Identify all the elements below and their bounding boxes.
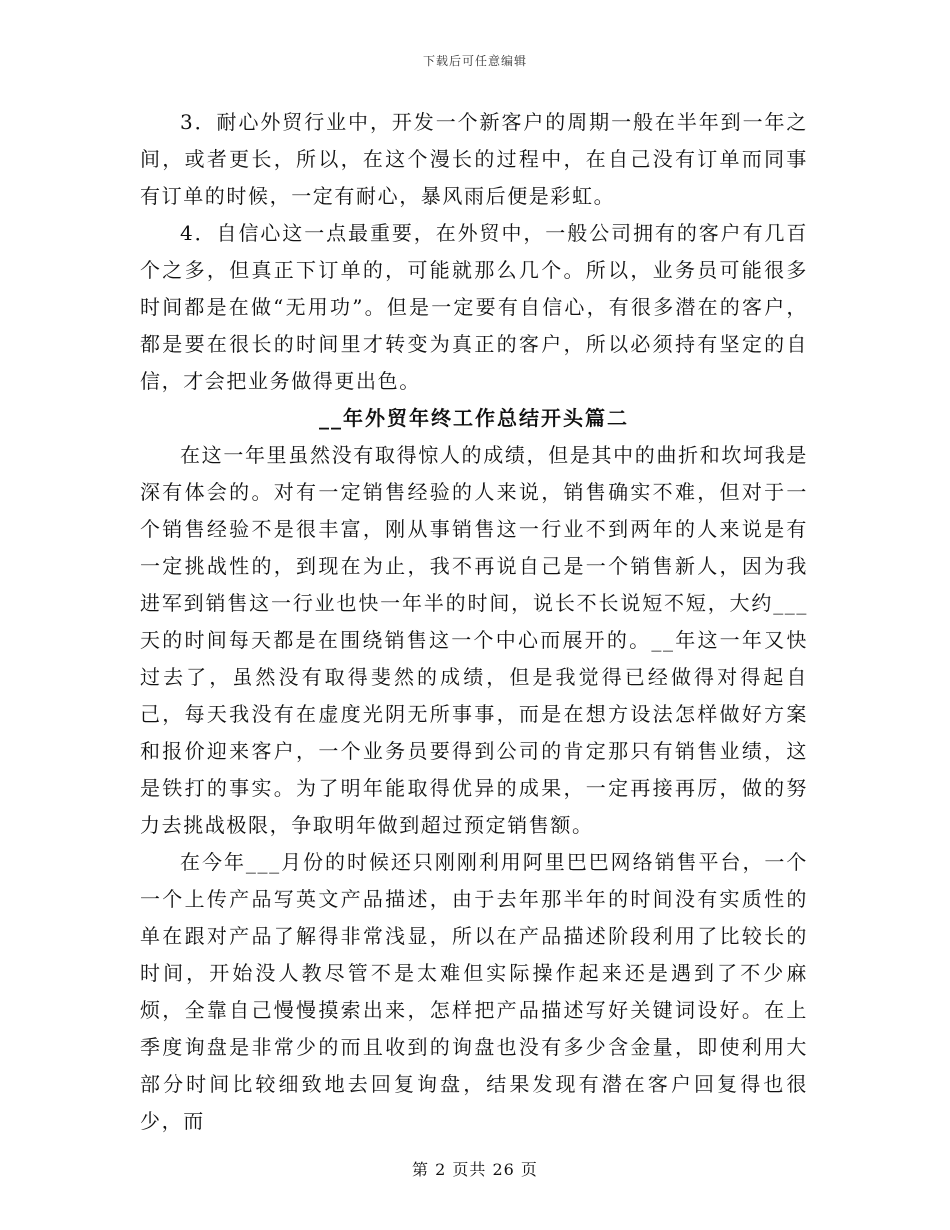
section-title: __年外贸年终工作总结开头篇二 [319,406,629,430]
document-body [140,104,808,1140]
paragraph-year-review: 在这一年里虽然没有取得惊人的成绩，但是其中的曲折和坎坷我是深有体会的。对有一定销售经验的人来说，销售确实不难，但对于一个销售经验不是很丰富，刚从事销售这一行业不到两年的人来说是有一定挑战性的，到现在为止，我不再说自己是一个销售新人，因为我进军到销售这一行业也快一年半的时间，说长不长说短不短，大约___天的时间每天都是在围绕销售这一个中心而展开的。__年这一年又快过去了，虽然没有取得斐然的成绩，但是我觉得已经做得对得起自己，每天我没有在虚度光阴无所事事，而是在想方设法怎样做好方案和报价迎来客户，一个业务员要得到公司的肯定那只有销售业绩，这是铁打的事实。为了明年能取得优异的成果，一定再接再厉，做的努力去挑战极限，争取明年做到超过预定销售额。 [140,443,808,837]
page-footer: 第 2 页共 26 页 [412,1160,538,1179]
paragraph-confidence: 4．自信心这一点最重要，在外贸中，一般公司拥有的客户有几百个之多，但真正下订单的，可能就那么几个。所以，业务员可能很多时间都是在做“无用功”。但是一定要有自信心，有很多潜在的客户，都是要在很长的时间里才转变为真正的客户，所以必须持有坚定的自信，才会把业务做得更出色。 [140,221,808,393]
paragraph-patience: 3．耐心外贸行业中，开发一个新客户的周期一般在半年到一年之间，或者更长，所以，在这个漫长的过程中，在自己没有订单而同事有订单的时候，一定有耐心，暴风雨后便是彩虹。 [140,110,808,208]
page-header-note: 下载后可任意编辑 [422,54,527,68]
paragraph-alibaba: 在今年___月份的时候还只刚刚利用阿里巴巴网络销售平台，一个一个上传产品写英文产品描述，由于去年那半年的时间没有实质性的单在跟对产品了解得非常浅显，所以在产品描述阶段利用了比较长的时间，开始没人教尽管不是太难但实际操作起来还是遇到了不少麻烦，全靠自己慢慢摸索出来，怎样把产品描述写好关键词设好。在上季度询盘是非常少的而且收到的询盘也没有多少含金量，即使利用大部分时间比较细致地去回复询盘，结果发现有潜在客户回复得也很少，而 [140,850,808,1133]
